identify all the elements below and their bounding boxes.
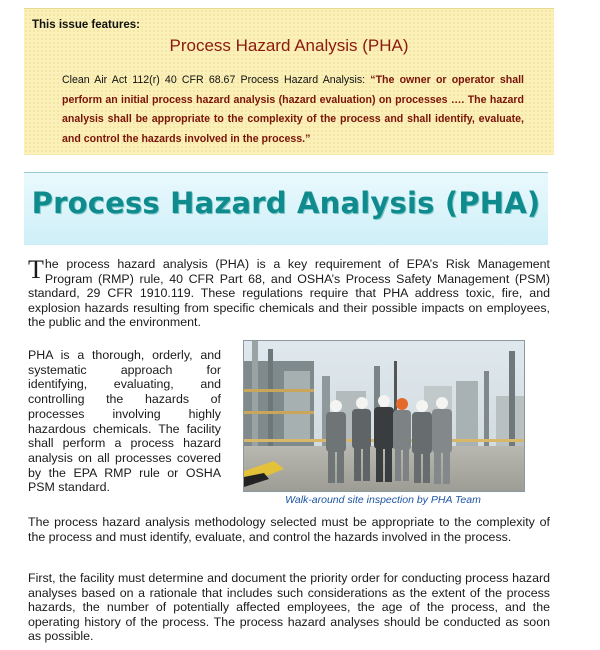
issue-label: This issue features: bbox=[32, 19, 141, 31]
intro-text: he process hazard analysis (PHA) is a key requirement of EPA’s Risk Management Program (RMP) rule, 40 CFR Part 68, and OSHA’s Process Safety Management (PSM) standard, 29 CFR 1910.119. These regulations require that PHA address toxic, fire, and explosion hazards resulting from specific chemicals and their possible impacts on employees, the public and the environment. bbox=[28, 257, 550, 330]
drop-cap: T bbox=[28, 255, 44, 284]
issue-quote: “The owner or operator shall perform an initial process hazard analysis (hazard evaluation) on processes …. The hazard analysis shall be appropriate to the complexity of the process and shall identify, evaluate, and control the hazards involved in the process.” bbox=[62, 74, 524, 145]
pha-paragraph: PHA is a thorough, orderly, and systematic approach for identifying, evaluating, and controlling the hazards of processes involving highly hazardous chemicals. The facility shall perform a process hazard analysis on all processes covered by the EPA RMP rule or OSHA PSM standard. bbox=[28, 348, 221, 495]
issue-title: Process Hazard Analysis (PHA) bbox=[169, 36, 409, 55]
intro-paragraph bbox=[28, 257, 550, 330]
priority-paragraph: First, the facility must determine and document the priority order for conducting process hazard analyses based on a rationale that includes such considerations as the extent of the process hazards, the number of potentially affected employees, the age of the process, and the operating history of the process. The process hazard analyses should be conducted as soon as possible. bbox=[28, 571, 550, 644]
issue-text bbox=[62, 71, 524, 149]
methodology-paragraph: The process hazard analysis methodology selected must be appropriate to the complexity of the process and must identify, evaluate, and control the hazards involved in the process. bbox=[28, 515, 550, 544]
photo-caption: Walk-around site inspection by PHA Team bbox=[285, 494, 481, 506]
issue-features-box bbox=[24, 8, 554, 155]
site-inspection-image bbox=[244, 341, 524, 491]
issue-citation: Clean Air Act 112(r) 40 CFR 68.67 Process Hazard Analysis: bbox=[62, 74, 371, 86]
title-banner bbox=[24, 172, 548, 245]
banner-title: Process Hazard Analysis (PHA) bbox=[31, 186, 541, 220]
site-inspection-photo bbox=[243, 340, 525, 492]
